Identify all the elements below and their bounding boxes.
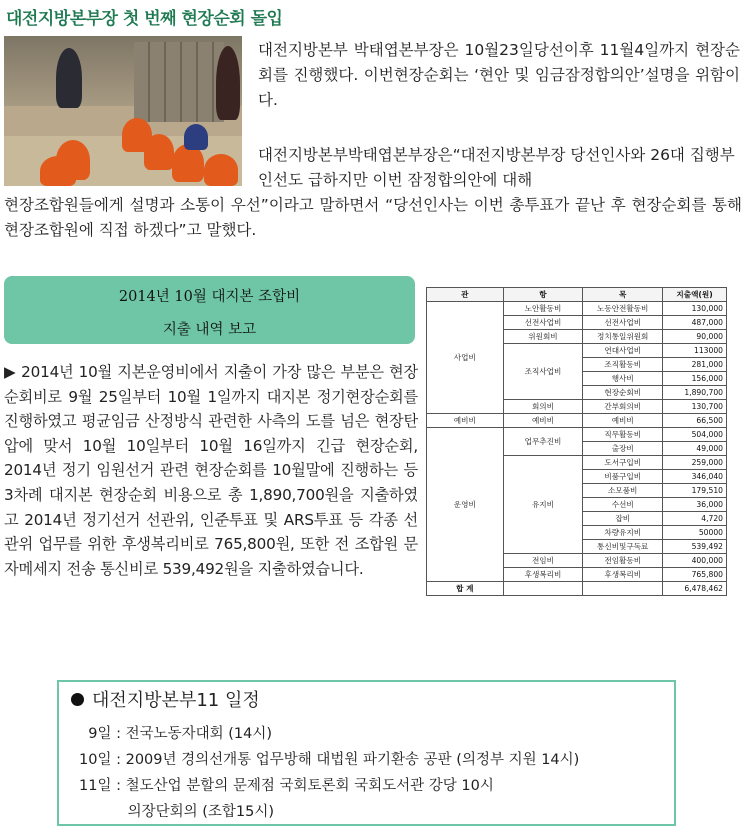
article-title: 대전지방본부장 첫 번째 현장순회 돌입	[6, 9, 283, 29]
schedule-item	[59, 748, 579, 769]
article-paragraph-2-end: 현장조합원들에게 설명과 소통이 우선”이라고 말하면서 “당선인사는 이번 총투표가 끝난 후 현장순회를 통해 현장조합원에 직접 하겠다”고 말했다.	[4, 196, 742, 239]
schedule-day: 10일 :	[79, 752, 121, 768]
mok-cell: 비품구입비	[583, 470, 663, 484]
schedule-item	[59, 774, 494, 795]
mok-cell: 연대사업비	[583, 344, 663, 358]
amount-cell: 156,000	[663, 372, 727, 386]
amount-cell: 179,510	[663, 484, 727, 498]
mok-cell: 출장비	[583, 442, 663, 456]
hang-cell: 노안활동비	[503, 302, 583, 316]
header-mok: 목	[583, 288, 663, 302]
amount-cell: 113000	[663, 344, 727, 358]
schedule-day: 11일 :	[79, 778, 121, 794]
hang-cell: 선전사업비	[503, 316, 583, 330]
table-header-row	[427, 288, 727, 302]
mok-cell: 정치통일위원회	[583, 330, 663, 344]
article-photo	[4, 36, 242, 186]
mok-cell: 행사비	[583, 372, 663, 386]
hang-cell: 업무추진비	[503, 428, 583, 456]
hang-cell: 예비비	[503, 414, 583, 428]
hang-cell: 전임비	[503, 554, 583, 568]
mok-cell: 잡비	[583, 512, 663, 526]
schedule-text: 2009년 경의선개통 업무방해 대법원 파기환송 공판 (의정부 지원 14시)	[125, 752, 580, 768]
table-row	[427, 302, 727, 316]
hang-cell: 유지비	[503, 456, 583, 554]
schedule-title: 대전지방본부11 일정	[92, 690, 260, 711]
amount-cell: 49,000	[663, 442, 727, 456]
schedule-text: 의장단회의 (조합15시)	[127, 804, 275, 820]
schedule-item	[59, 722, 272, 743]
amount-cell: 4,720	[663, 512, 727, 526]
report-title-box	[4, 276, 415, 344]
header-amount: 지출액(원)	[663, 288, 727, 302]
amount-cell: 346,040	[663, 470, 727, 484]
amount-cell: 504,000	[663, 428, 727, 442]
article-paragraph-2-start: 대전지방본부박태엽본부장은“대전지방본부장 당선인사와 26대 집행부 인선도 급하지만 이번 잠정합의안에 대해	[258, 146, 735, 189]
mok-cell: 통신비및구독료	[583, 540, 663, 554]
mok-cell: 차량유지비	[583, 526, 663, 540]
amount-cell: 281,000	[663, 358, 727, 372]
header-hang: 항	[503, 288, 583, 302]
total-label: 합 계	[427, 582, 504, 596]
amount-cell: 487,000	[663, 316, 727, 330]
mok-cell: 간부회의비	[583, 400, 663, 414]
bullet-icon	[71, 693, 84, 706]
mok-cell: 노동안전활동비	[583, 302, 663, 316]
amount-cell: 259,000	[663, 456, 727, 470]
amount-cell: 36,000	[663, 498, 727, 512]
report-title-line1: 2014년 10월 대지본 조합비	[118, 289, 301, 305]
mok-cell: 도서구입비	[583, 456, 663, 470]
group-unyeong: 운영비	[427, 428, 504, 582]
schedule-text: 철도산업 분할의 문제점 국회토론회 국회도서관 강당 10시	[125, 778, 494, 794]
amount-cell: 765,800	[663, 568, 727, 582]
hang-cell: 후생복리비	[503, 568, 583, 582]
amount-cell: 130,000	[663, 302, 727, 316]
mok-cell: 선전사업비	[583, 316, 663, 330]
mok-cell: 수선비	[583, 498, 663, 512]
amount-cell: 400,000	[663, 554, 727, 568]
mok-cell: 현장순회비	[583, 386, 663, 400]
group-yebi: 예비비	[427, 414, 504, 428]
schedule-box	[57, 680, 676, 826]
header-gwan: 관	[427, 288, 504, 302]
expense-table	[426, 287, 727, 596]
mok-cell: 소모품비	[583, 484, 663, 498]
mok-cell: 직무활동비	[583, 428, 663, 442]
amount-cell: 130,700	[663, 400, 727, 414]
report-body: ▶ 2014년 10월 지본운영비에서 지출이 가장 많은 부분은 현장순회비로 9월 25일부터 10월 1일까지 대지본 정기현장순회를 진행하였고 평균임금 산정방식 관련한 사측의 도를 넘은 현장탄압에 맞서 10월 10일부터 10월 16일까지 긴급 현장순회, 2014년 정기 임원선거 관련 현장순회를 10월말에 진행하는 등 3차례 대지본 현장순회 비용으로 총 1,890,700원을 지출하였고 2014년 정기선거 선관위, 인준투표 및 ARS투표 등 각종 선관위 업무를 위한 후생복리비로 765,800원, 또한 전 조합원 문자메세지 전송 통신비로 539,492원을 지출하였습니다.	[4, 363, 418, 578]
table-total-row	[427, 582, 727, 596]
schedule-text: 전국노동자대회 (14시)	[125, 726, 273, 742]
schedule-day: 9일 :	[88, 726, 121, 742]
table-row	[427, 428, 727, 442]
table-row	[427, 414, 727, 428]
hang-cell: 회의비	[503, 400, 583, 414]
amount-cell: 539,492	[663, 540, 727, 554]
amount-cell: 90,000	[663, 330, 727, 344]
mok-cell: 후생복리비	[583, 568, 663, 582]
report-title-line2: 지출 내역 보고	[162, 322, 257, 338]
mok-cell: 조직활동비	[583, 358, 663, 372]
amount-cell: 66,500	[663, 414, 727, 428]
group-saeop: 사업비	[427, 302, 504, 414]
hang-cell: 위원회비	[503, 330, 583, 344]
mok-cell: 전임활동비	[583, 554, 663, 568]
article-paragraph-1: 대전지방본부 박태엽본부장은 10월23일당선이후 11월4일까지 현장순회를 진행했다. 이번현장순회는 ‘현안 및 임금잠정합의안’설명을 위함이다.	[258, 41, 740, 109]
schedule-item	[59, 800, 274, 821]
amount-cell: 1,890,700	[663, 386, 727, 400]
mok-cell: 예비비	[583, 414, 663, 428]
total-amount: 6,478,462	[663, 582, 727, 596]
hang-cell: 조직사업비	[503, 344, 583, 400]
amount-cell: 50000	[663, 526, 727, 540]
